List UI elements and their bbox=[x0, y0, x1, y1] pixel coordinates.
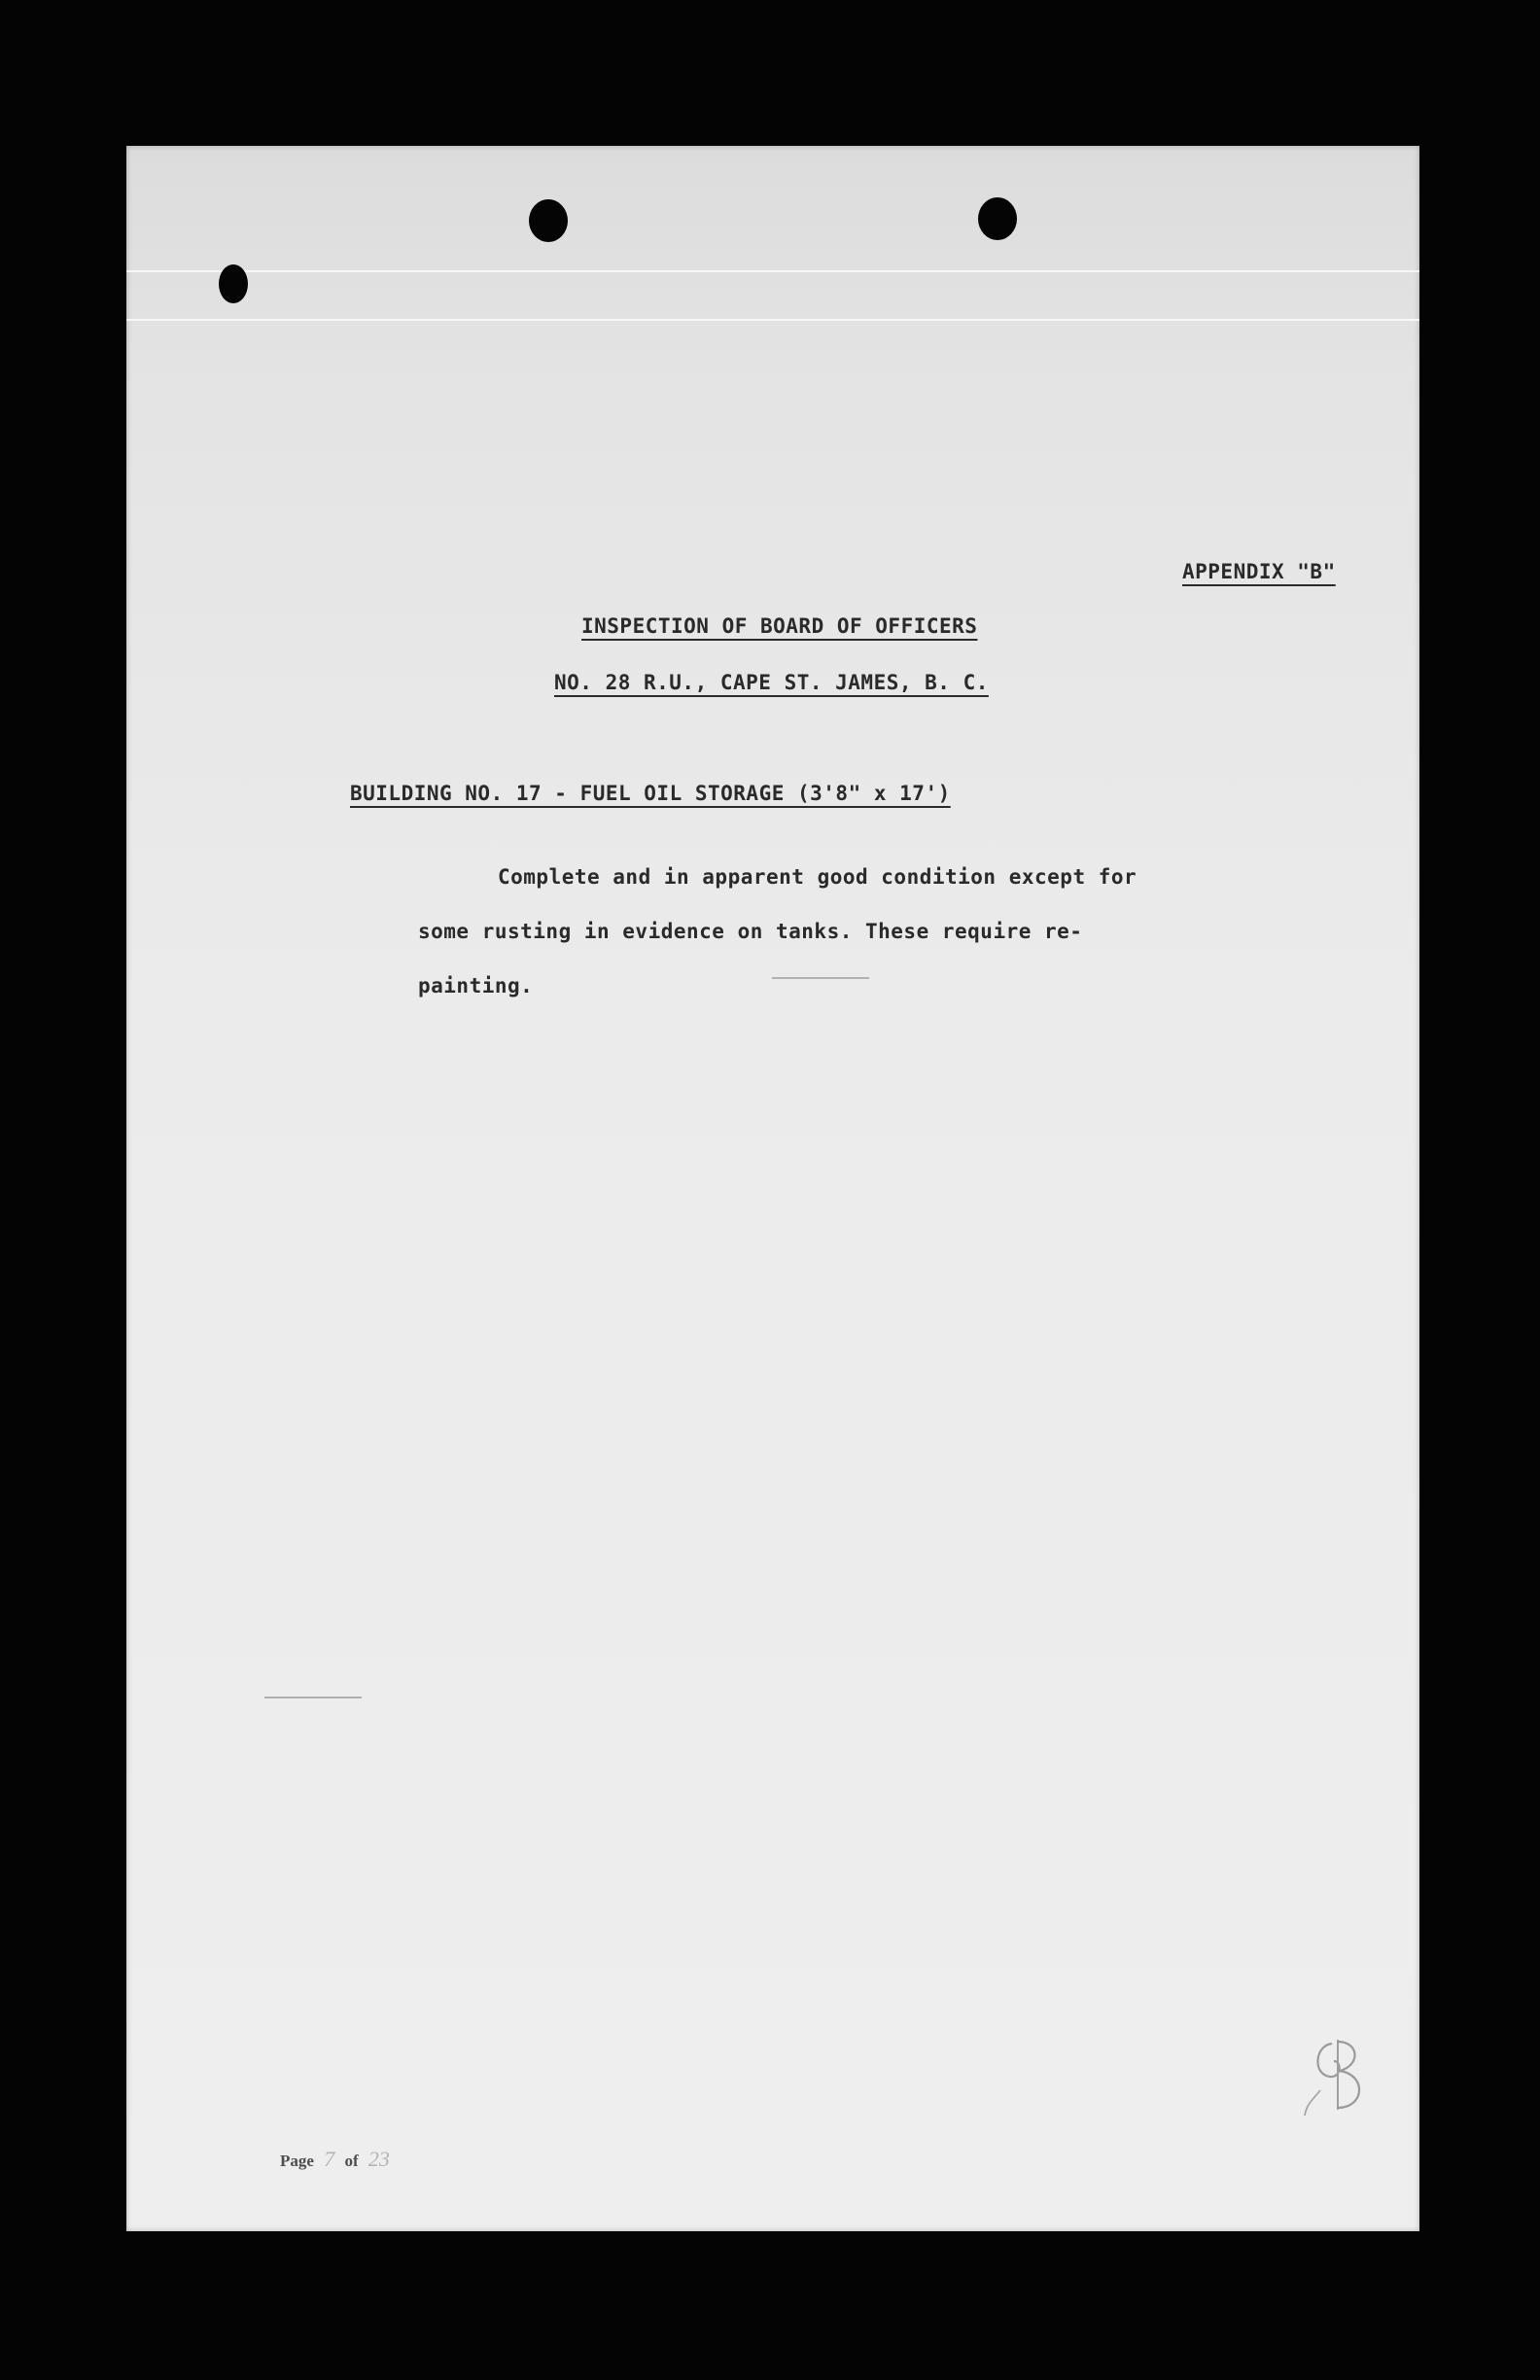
page-word: Page bbox=[280, 2152, 314, 2170]
total-pages: 23 bbox=[368, 2147, 390, 2171]
document-subtitle: NO. 28 R.U., CAPE ST. JAMES, B. C. bbox=[554, 671, 989, 694]
punch-hole bbox=[529, 199, 568, 242]
page-number: 7 bbox=[324, 2147, 335, 2171]
fold-line bbox=[126, 270, 1419, 272]
stray-mark bbox=[772, 977, 869, 979]
punch-hole bbox=[219, 264, 248, 303]
punch-hole bbox=[978, 197, 1017, 240]
body-paragraph: Complete and in apparent good condition except for some rusting in evidence on tanks. These require re-painting. bbox=[418, 865, 1138, 998]
fold-line bbox=[126, 319, 1419, 321]
handwritten-initials bbox=[1293, 2032, 1381, 2119]
of-word: of bbox=[344, 2152, 359, 2170]
document-title: INSPECTION OF BOARD OF OFFICERS bbox=[581, 614, 978, 638]
appendix-label: APPENDIX "B" bbox=[1182, 560, 1336, 583]
page-footer bbox=[280, 2147, 396, 2172]
section-heading: BUILDING NO. 17 - FUEL OIL STORAGE (3'8" x 17') bbox=[350, 782, 951, 805]
document-sheet bbox=[126, 146, 1419, 2231]
stray-mark bbox=[264, 1697, 362, 1698]
